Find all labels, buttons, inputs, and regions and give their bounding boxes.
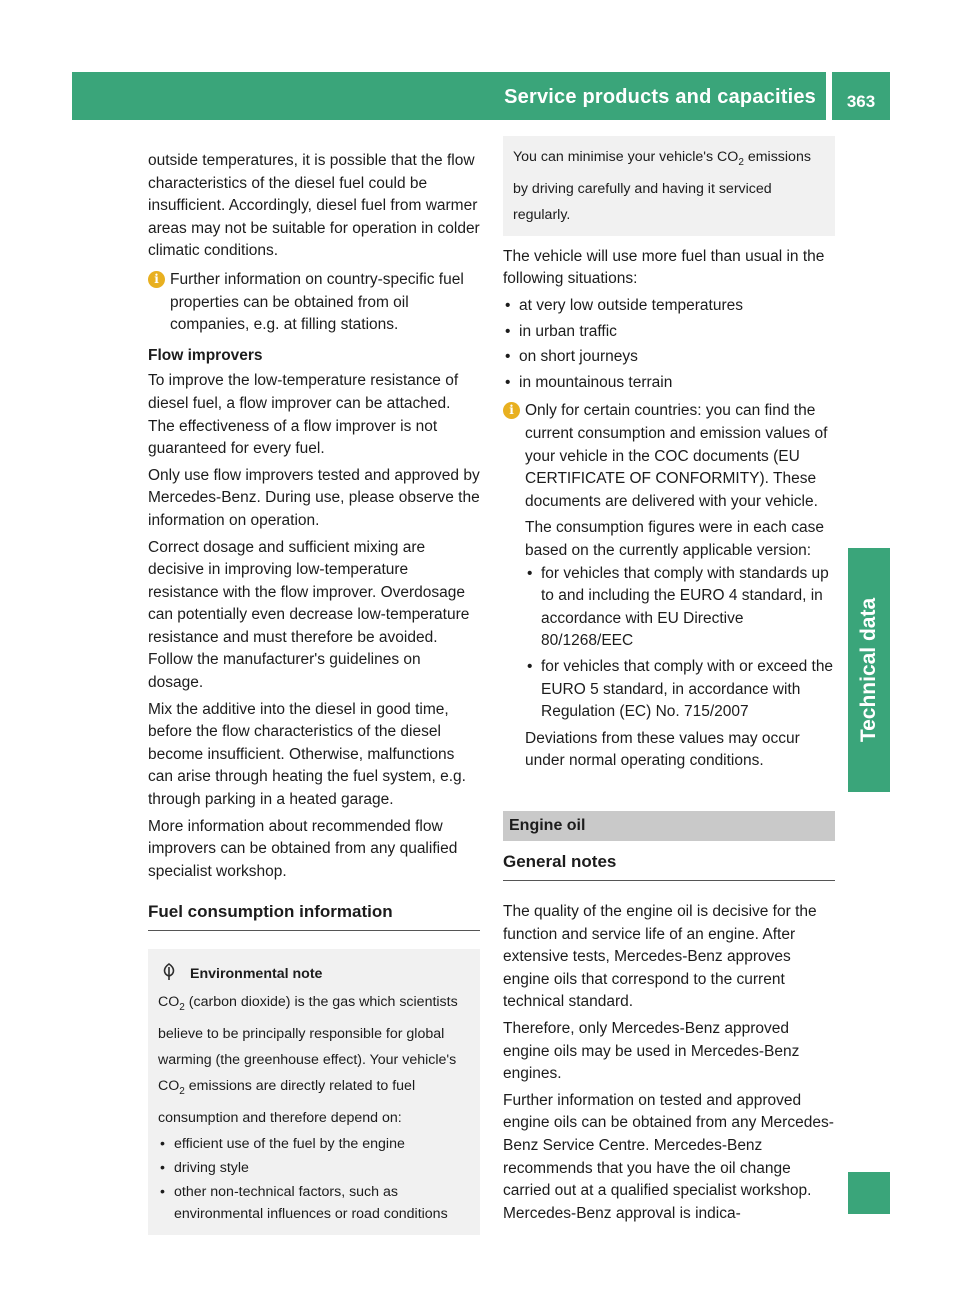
environmental-note-title [158, 961, 470, 987]
note-text: (carbon dioxide) is the gas which scientists believe to be principally responsible for global warming (the greenhouse effect). Your vehicle's CO [158, 994, 458, 1094]
note-text: You can minimise your vehicle's CO [513, 149, 739, 165]
paragraph: Further information on tested and approved engine oils can be obtained from any Mercedes-Benz Service Centre. Mercedes-Benz recommends that you have the oil change carried out at a qualified specialist workshop. Mercedes-Benz approval is indica- [503, 1091, 834, 1222]
info-note [503, 400, 835, 773]
header-bar [72, 72, 826, 120]
info-icon: i [503, 402, 520, 419]
paragraph: To improve the low-temperature resistance of diesel fuel, a flow improver can be attached. The effectiveness of a flow improver is not guaranteed for every fuel. [148, 372, 459, 458]
environmental-note-text [158, 989, 470, 1131]
list-item: • on short journeys [503, 346, 835, 369]
subscript: 2 [179, 1001, 185, 1013]
paragraph: More information about recommended flow improvers can be obtained from any qualified specialist workshop. [148, 817, 458, 880]
environmental-note [148, 949, 480, 1235]
list-item: • in mountainous terrain [503, 372, 835, 395]
note-text: emissions by driving carefully and having it serviced regularly. [513, 149, 811, 223]
list-item: • at very low outside temperatures [503, 295, 835, 318]
list-item: • other non-technical factors, such as environmental influences or road conditions [158, 1181, 470, 1225]
paragraph: Only use flow improvers tested and approved by Mercedes-Benz. During use, please observe the information on operation. [148, 466, 480, 529]
flow-improvers-heading: Flow improvers [148, 346, 263, 364]
left-column [148, 150, 480, 1235]
list-item: • in urban traffic [503, 321, 835, 344]
co2-note [503, 136, 835, 236]
info-note [148, 269, 480, 337]
info-icon: i [148, 271, 165, 288]
info-text: The consumption figures were in each case based on the currently applicable version: [525, 519, 824, 559]
list-item: • efficient use of the fuel by the engine [158, 1133, 470, 1155]
co2-label: CO [158, 994, 180, 1010]
fuel-consumption-heading: Fuel consumption information [148, 901, 480, 931]
paragraph: Therefore, only Mercedes-Benz approved engine oils may be used in Mercedes-Benz engines. [503, 1020, 800, 1083]
engine-oil-title: Engine oil [509, 816, 586, 834]
right-column [503, 150, 835, 1229]
subscript: 2 [179, 1085, 185, 1097]
paragraph: The quality of the engine oil is decisive for the function and service life of an engine. After extensive tests, Mercedes-Benz approves engine oils that correspond to the current technical standard. [503, 903, 817, 1011]
page-number: 363 [832, 72, 890, 120]
paragraph: Correct dosage and sufficient mixing are decisive in improving low-temperature resistance with the flow improver. Overdosage can potentially even decrease low-temperature resistance and must therefore be avoided. Follow the manufacturer's guidelines on dosage. [148, 538, 470, 692]
side-tab-label: Technical data [857, 597, 880, 743]
info-text: Further information on country-specific fuel properties can be obtained from oil companies, e.g. at filling stations. [170, 270, 464, 334]
general-notes-heading: General notes [503, 851, 835, 881]
engine-oil-band [503, 811, 835, 842]
note-text: emissions are directly related to fuel consumption and therefore depend on: [158, 1077, 416, 1126]
leaf-icon [162, 963, 176, 981]
header-title: Service products and capacities [504, 86, 816, 108]
side-marker [848, 1172, 890, 1214]
list-item: • for vehicles that comply with or exceed the EURO 5 standard, in accordance with Regulation (EC) No. 715/2007 [525, 656, 835, 724]
side-tab-technical-data[interactable] [848, 548, 890, 792]
environmental-note-title-text: Environmental note [190, 966, 323, 982]
info-text: Only for certain countries: you can find the current consumption and emission values of your vehicle in the COC documents (EU CERTIFICATE OF CONFORMITY). These documents are delivered with your vehicle. [525, 402, 828, 510]
subscript: 2 [738, 156, 744, 168]
info-text: Deviations from these values may occur under normal operating conditions. [525, 729, 800, 770]
list-item: • for vehicles that comply with standards up to and including the EURO 4 standard, in accordance with EU Directive 80/1268/EEC [525, 563, 835, 653]
paragraph: Mix the additive into the diesel in good time, before the flow characteristics of the diesel become insufficient. Otherwise, malfunctions can arise through heating the fuel system, e.g. through parking in a heated garage. [148, 700, 466, 809]
paragraph: The vehicle will use more fuel than usual in the following situations: [503, 247, 825, 288]
paragraph: outside temperatures, it is possible that the flow characteristics of the diesel fuel could be insufficient. Accordingly, diesel fuel from warmer areas may not be suitable for operation in colder climatic conditions. [148, 152, 480, 260]
list-item: • driving style [158, 1157, 470, 1179]
